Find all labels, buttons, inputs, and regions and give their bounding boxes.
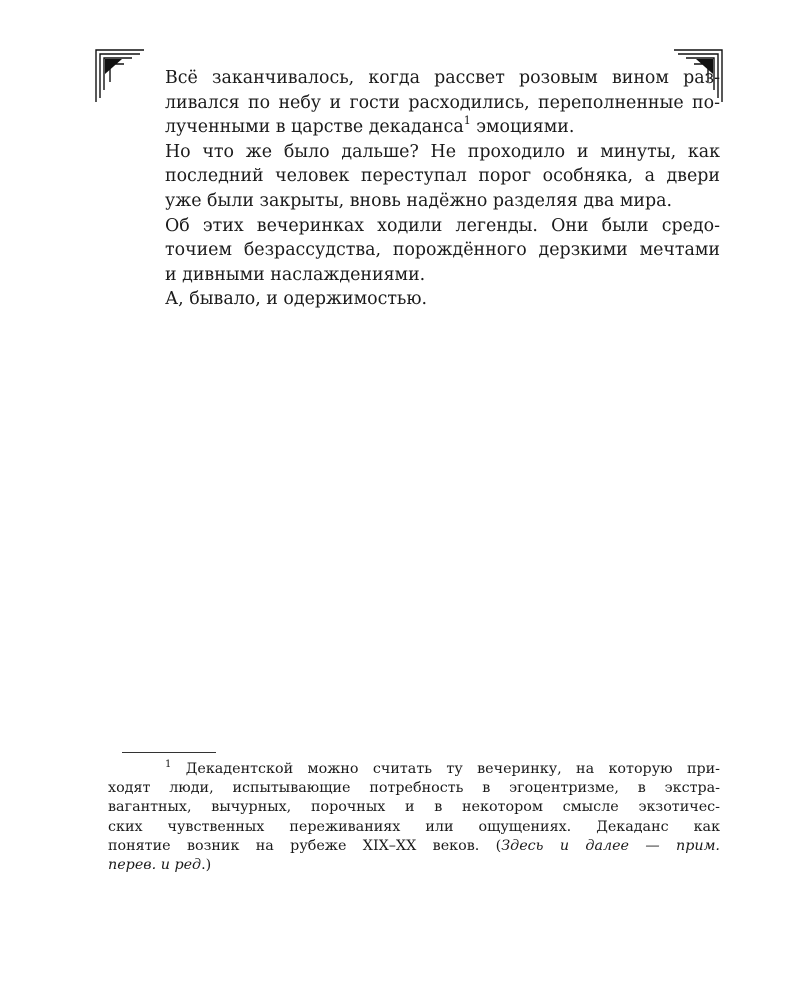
footnote-divider [122,752,216,753]
text-line: уже были закрыты, вновь надёжно разделяя два мира. [165,190,672,211]
text-line: ливался по небу и гости расходились, переполненные по- [165,92,720,113]
footnote-line [108,760,720,779]
text-line: последний человек переступал порог особняка, а двери [165,166,720,187]
footnote-line: ских чувственных переживаниях или ощущениях. Декаданс как [108,818,720,835]
footnote-line [108,837,720,856]
footnote-line: вагантных, вычурных, порочных и в некотором смысле экзотичес- [108,799,720,816]
text-line: А, бывало, и одержимостью. [165,289,428,310]
paragraph-3 [108,214,720,288]
footnote-text: Декадентской можно считать ту вечеринку, на которую при- [171,761,720,777]
footnote-line [108,856,720,875]
footnote-text: .) [201,857,212,874]
footnote-number: 1 [165,759,172,770]
footnote-line: ходят люди, испытывающие потребность в эгоцентризме, в экстра- [108,780,720,797]
text-line: Но что же было дальше? Не проходило и минуты, как [165,141,720,162]
footnote-italic: Здесь и далее — прим. [501,837,720,854]
footnote-italic: перев. и ред [108,857,202,874]
footnote [108,760,720,875]
text-line: точием безрассудства, порождённого дерзкими мечтами [165,240,720,261]
text-line: Об этих вечеринках ходили легенды. Они были средо- [165,215,720,236]
paragraph-1 [108,66,720,140]
text-line [108,115,720,140]
paragraph-2 [108,140,720,214]
text-line: и дивными наслаждениями. [165,264,426,285]
text-line: Всё заканчивалось, когда рассвет розовым вином раз- [165,68,720,88]
body-text [108,66,720,312]
footnote-text: понятие возник на рубеже XIX–XX веков. ( [108,837,502,854]
text-fragment: эмоциями. [470,117,575,138]
text-fragment: лученными в царстве декаданса [165,117,464,138]
footnote-ref[interactable]: 1 [463,114,471,128]
paragraph-4 [108,287,720,312]
